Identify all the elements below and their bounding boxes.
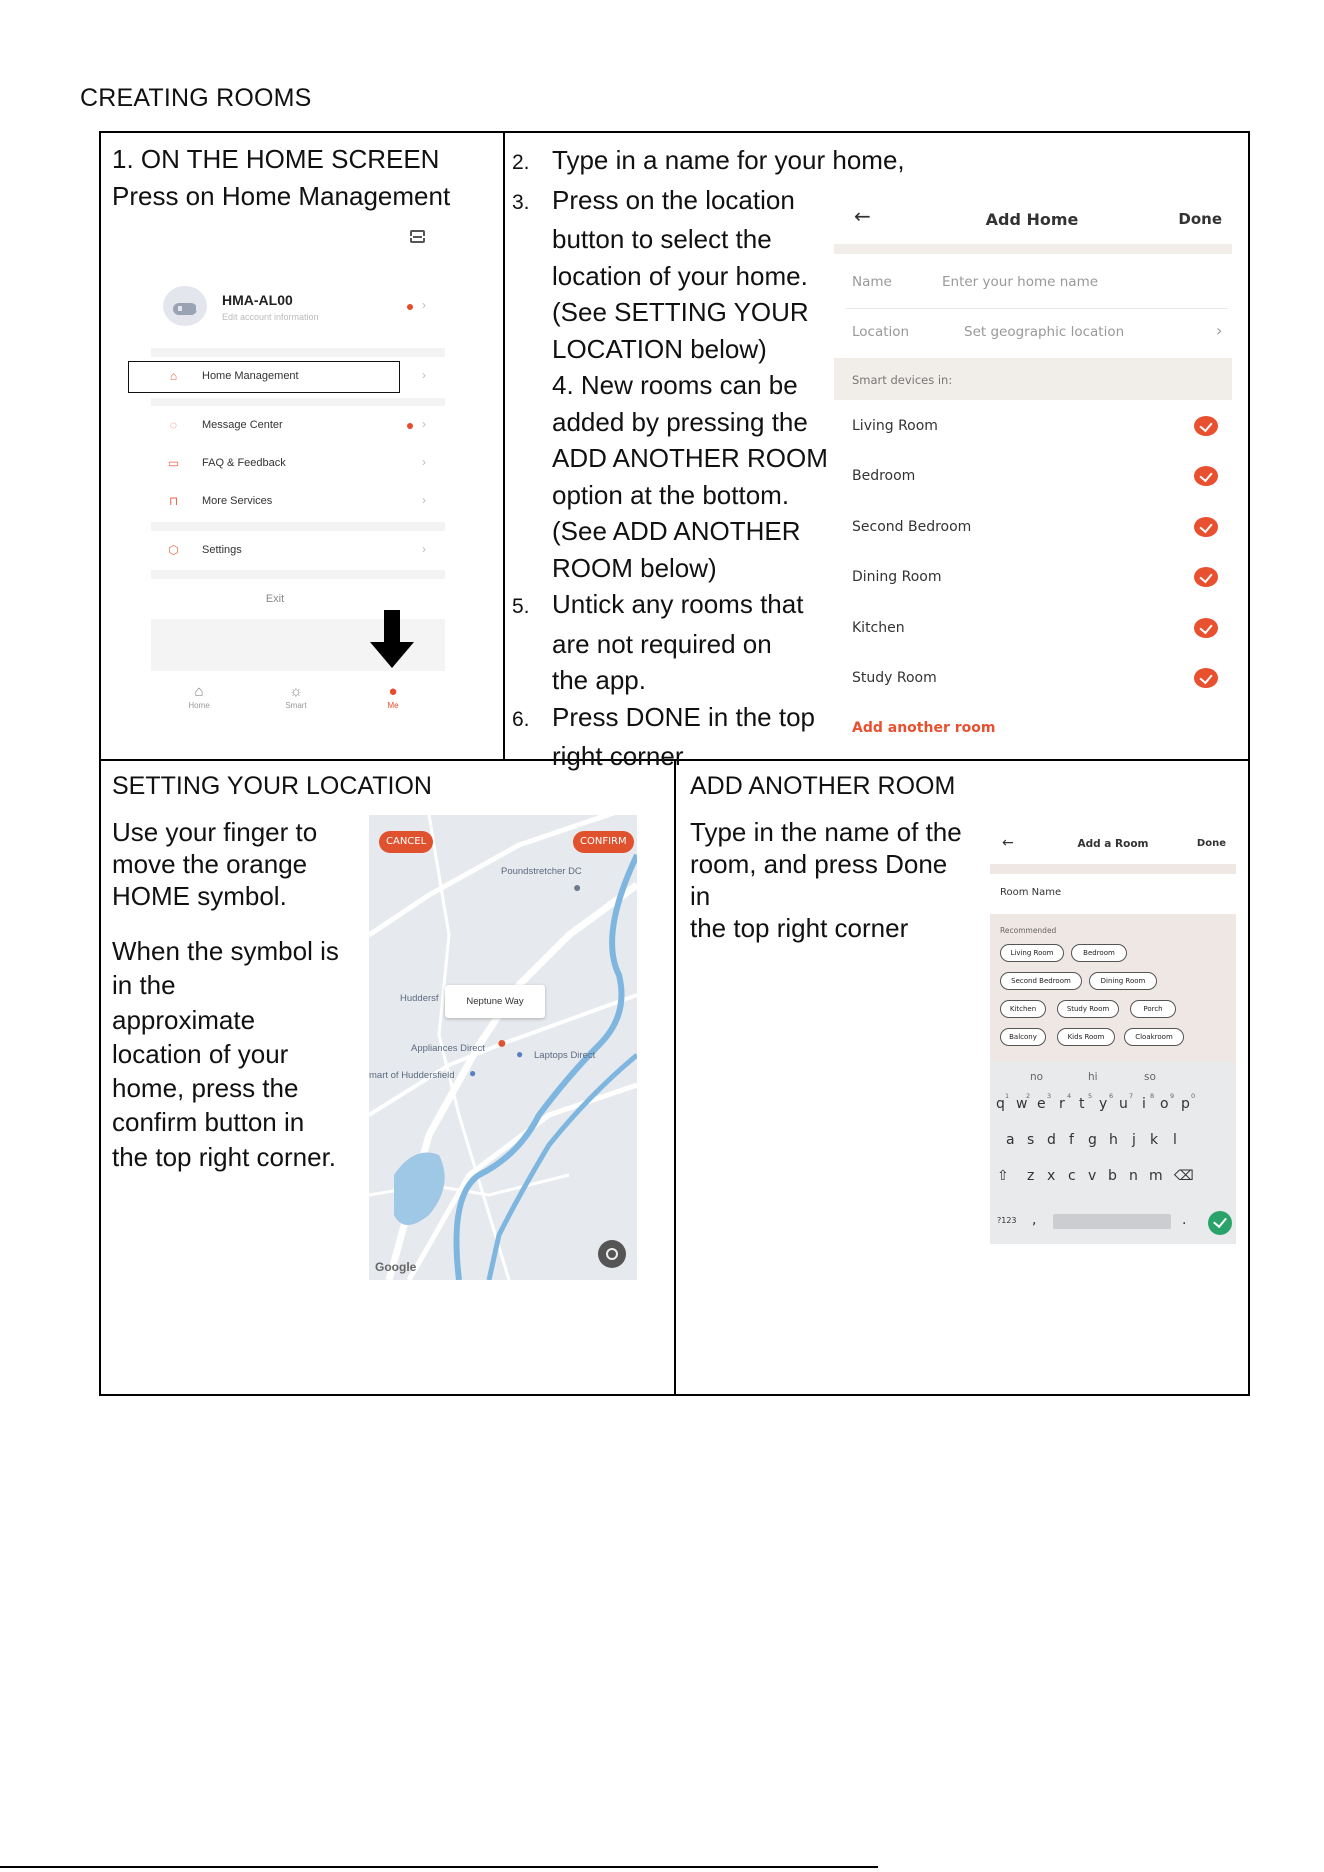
chevron-right-icon: › — [1216, 321, 1223, 340]
key-digit: 2 — [1026, 1092, 1031, 1100]
map-place-label: Huddersf — [400, 993, 439, 1004]
key[interactable]: x — [1047, 1168, 1056, 1184]
settings-icon: ⬡ — [168, 543, 179, 557]
text-line: Use your finger to — [112, 817, 318, 847]
separator-band — [990, 864, 1236, 874]
menu-item-label: FAQ & Feedback — [202, 457, 286, 469]
map-pin-icon: ● — [469, 1066, 477, 1080]
key[interactable]: n — [1129, 1168, 1138, 1184]
step-line: LOCATION below) — [552, 333, 767, 364]
step-number: 3. — [512, 190, 530, 214]
step-number: 6. — [512, 707, 530, 731]
key[interactable]: e — [1037, 1096, 1046, 1112]
menu-item-label: Settings — [202, 544, 242, 556]
room-checkbox[interactable] — [1194, 618, 1218, 638]
back-arrow-icon[interactable]: ← — [854, 204, 871, 228]
room-checkbox[interactable] — [1194, 517, 1218, 537]
screen-title: Add a Room — [1077, 838, 1149, 850]
room-chip[interactable]: Porch — [1130, 1000, 1176, 1018]
room-chip[interactable]: Balcony — [1000, 1028, 1046, 1046]
suggestion[interactable]: so — [1144, 1071, 1156, 1083]
google-logo: Google — [375, 1260, 417, 1274]
map-screenshot[interactable] — [369, 815, 637, 1280]
step-2 — [512, 142, 905, 182]
map-place-label: mart of Huddersfield — [369, 1070, 455, 1081]
room-checkbox[interactable] — [1194, 567, 1218, 587]
key[interactable]: b — [1108, 1168, 1117, 1184]
text-line: confirm button in — [112, 1107, 305, 1138]
text-line: When the symbol is — [112, 936, 339, 966]
nav-label: Me — [387, 701, 399, 710]
add-room-heading: ADD ANOTHER ROOM — [690, 772, 956, 800]
notification-dot — [407, 423, 413, 429]
room-checkbox[interactable] — [1194, 668, 1218, 688]
room-checkbox[interactable] — [1194, 466, 1218, 486]
recommended-label: Recommended — [1000, 926, 1057, 935]
chevron-right-icon: › — [422, 417, 426, 431]
key[interactable]: y — [1099, 1096, 1108, 1112]
key-digit: 1 — [1005, 1092, 1010, 1100]
add-room-para — [690, 816, 962, 944]
divider — [846, 308, 1228, 309]
chevron-right-icon: › — [422, 542, 426, 556]
key[interactable]: c — [1068, 1168, 1076, 1184]
table-divider-top — [503, 131, 505, 761]
step-line: (See ADD ANOTHER — [552, 516, 801, 546]
exit-button[interactable]: Exit — [265, 593, 285, 605]
room-chip[interactable]: Cloakroom — [1124, 1028, 1184, 1046]
key[interactable]: h — [1109, 1132, 1118, 1148]
add-home-screenshot — [832, 188, 1232, 748]
menu-item-label: More Services — [202, 495, 273, 507]
table-border-left — [99, 131, 101, 1396]
room-checkbox[interactable] — [1194, 416, 1218, 436]
key-digit: 5 — [1088, 1092, 1093, 1100]
chevron-right-icon: › — [422, 455, 426, 469]
room-label: Living Room — [852, 418, 938, 434]
step-line: (See SETTING YOUR — [552, 297, 809, 327]
step-line: ROOM below) — [552, 552, 717, 583]
sun-icon: ☼ — [289, 683, 303, 700]
cancel-button[interactable]: CANCEL — [379, 831, 433, 853]
bookmark-icon: ⊓ — [168, 494, 179, 508]
key[interactable]: i — [1142, 1096, 1146, 1112]
screen-title: Add Home — [985, 210, 1079, 229]
table-border-right — [1248, 131, 1250, 1396]
text-line: Type in the name of the — [690, 817, 962, 847]
text-line: room, and press Done — [690, 849, 948, 879]
nav-label: Home — [188, 701, 210, 710]
notification-dot — [407, 304, 413, 310]
nav-label: Smart — [285, 701, 307, 710]
separator-band — [151, 398, 445, 406]
user-name: HMA-AL00 — [222, 292, 293, 308]
home-icon: ⌂ — [194, 683, 204, 700]
key[interactable]: d — [1047, 1132, 1056, 1148]
shift-icon[interactable]: ⇧ — [997, 1168, 1009, 1184]
key[interactable]: m — [1149, 1168, 1163, 1184]
step-line: right corner — [552, 741, 684, 771]
text-line: HOME symbol. — [112, 881, 287, 911]
footer-rule — [0, 1866, 878, 1868]
room-chip[interactable]: Dining Room — [1089, 972, 1157, 990]
step-line: the app. — [552, 665, 646, 695]
key[interactable]: f — [1069, 1132, 1074, 1148]
key[interactable]: l — [1173, 1132, 1177, 1148]
location-heading: SETTING YOUR LOCATION — [112, 772, 432, 800]
home-name-input[interactable]: Enter your home name — [942, 274, 1099, 290]
menu-item-label: Message Center — [202, 419, 283, 431]
key-digit: 4 — [1067, 1092, 1072, 1100]
nav-home[interactable] — [179, 683, 219, 710]
map-pin-icon: ● — [516, 1047, 524, 1061]
message-icon: ◌ — [169, 418, 178, 432]
add-another-room-button[interactable]: Add another room — [852, 720, 996, 736]
location-button[interactable]: Set geographic location — [964, 324, 1125, 340]
table-divider-bottom — [674, 759, 676, 1396]
map-place-label: Appliances Direct — [411, 1043, 485, 1054]
step-number: 5. — [512, 595, 530, 618]
room-chip[interactable]: Kitchen — [1000, 1000, 1046, 1018]
back-arrow-icon[interactable]: ← — [1002, 835, 1014, 851]
key[interactable]: s — [1027, 1132, 1035, 1148]
symbols-key[interactable]: ?123 — [997, 1216, 1017, 1225]
step-line: ADD ANOTHER ROOM — [552, 443, 828, 473]
key[interactable]: v — [1088, 1168, 1097, 1184]
home-icon: ⌂ — [169, 369, 178, 383]
arrow-down-icon-stem — [384, 610, 400, 644]
step-line: button to select the — [552, 224, 772, 254]
key[interactable]: q — [996, 1096, 1005, 1112]
map-place-label: Laptops Direct — [534, 1050, 596, 1061]
text-line: the top right corner — [690, 913, 909, 943]
key-digit: 6 — [1109, 1092, 1114, 1100]
location-para-1 — [112, 816, 317, 912]
map-place-label: Poundstretcher DC — [501, 866, 582, 877]
text-line: in the — [112, 970, 176, 1001]
menu-item-message-center[interactable] — [148, 416, 458, 438]
chevron-right-icon: › — [422, 493, 426, 507]
key[interactable]: g — [1088, 1132, 1097, 1148]
text-line: home, press the — [112, 1073, 299, 1104]
locate-icon[interactable] — [598, 1240, 626, 1268]
enter-check-icon[interactable] — [1208, 1211, 1232, 1235]
room-chip[interactable]: Living Room — [1000, 944, 1064, 962]
room-chip[interactable]: Second Bedroom — [1000, 972, 1082, 990]
scan-icon[interactable] — [410, 230, 425, 243]
nav-smart[interactable] — [276, 683, 316, 710]
suggestion[interactable]: hi — [1088, 1071, 1098, 1083]
key[interactable]: u — [1119, 1096, 1128, 1112]
room-label: Second Bedroom — [852, 519, 972, 535]
location-label: Location — [852, 324, 910, 340]
section-label: Smart devices in: — [852, 373, 953, 387]
profile-screenshot-lower — [148, 508, 458, 728]
room-chip[interactable]: Bedroom — [1071, 944, 1127, 962]
key[interactable]: w — [1016, 1096, 1028, 1112]
room-label: Study Room — [852, 670, 937, 686]
step-line: Press on the location — [552, 184, 795, 215]
avatar[interactable] — [163, 286, 207, 326]
room-chip[interactable]: Kids Room — [1057, 1028, 1115, 1046]
step-line: Type in a name for your home, — [552, 145, 905, 175]
key[interactable]: p — [1181, 1096, 1190, 1112]
arrow-down-icon — [370, 642, 414, 668]
step-line: Press DONE in the top — [552, 701, 815, 732]
key-digit: 7 — [1129, 1092, 1134, 1100]
table-border-top — [99, 131, 1250, 133]
key-digit: 9 — [1170, 1092, 1175, 1100]
chevron-right-icon: › — [422, 298, 426, 312]
cell1-instruction: Press on Home Management — [112, 180, 451, 211]
step-line: location of your home. — [552, 260, 808, 291]
location-para-2 — [112, 934, 339, 1174]
chevron-right-icon: › — [422, 368, 426, 382]
location-callout: Neptune Way — [445, 985, 545, 1018]
key-digit: 0 — [1191, 1092, 1196, 1100]
menu-item-home-management[interactable] — [148, 367, 458, 389]
key[interactable]: z — [1027, 1168, 1035, 1184]
edit-account-link[interactable]: Edit account information — [222, 312, 319, 322]
cell1-title: 1. ON THE HOME SCREEN — [112, 144, 440, 174]
suggestion[interactable]: no — [1030, 1071, 1044, 1083]
step-number: 2. — [512, 151, 530, 174]
book-icon: ▭ — [167, 456, 180, 470]
key[interactable]: t — [1079, 1096, 1085, 1112]
text-line: the top right corner. — [112, 1141, 337, 1172]
text-line: approximate — [112, 1004, 256, 1035]
backspace-icon[interactable]: ⌫ — [1174, 1168, 1194, 1184]
step-line: added by pressing the — [552, 406, 808, 437]
nav-me[interactable] — [373, 683, 413, 710]
period-key[interactable]: . — [1182, 1212, 1187, 1228]
key[interactable]: o — [1160, 1096, 1169, 1112]
text-line: move the orange — [112, 849, 308, 879]
done-button[interactable]: Done — [1178, 210, 1222, 228]
key-digit: 8 — [1150, 1092, 1155, 1100]
map-pin-icon: ● — [573, 879, 582, 895]
key[interactable]: r — [1059, 1096, 1065, 1112]
key-digit: 3 — [1047, 1092, 1052, 1100]
key[interactable]: a — [1006, 1132, 1015, 1148]
room-chip[interactable]: Study Room — [1057, 1000, 1119, 1018]
comma-key[interactable]: , — [1032, 1212, 1037, 1228]
space-key[interactable] — [1053, 1214, 1171, 1229]
done-button[interactable]: Done — [1196, 838, 1226, 849]
confirm-button[interactable]: CONFIRM — [573, 831, 634, 853]
room-name-input[interactable]: Room Name — [1000, 887, 1062, 898]
step-line: 4. New rooms can be — [552, 370, 798, 400]
step-line: option at the bottom. — [552, 479, 790, 510]
room-label: Bedroom — [852, 468, 916, 484]
person-icon: ● — [388, 683, 398, 700]
step-line: are not required on — [552, 628, 772, 659]
separator-band — [151, 348, 445, 357]
text-line: in — [690, 881, 711, 911]
page-heading: CREATING ROOMS — [80, 84, 312, 112]
name-label: Name — [852, 274, 892, 290]
room-label: Kitchen — [852, 620, 905, 636]
menu-item-faq-feedback[interactable] — [148, 454, 458, 476]
add-room-screenshot — [990, 826, 1236, 1244]
step-line: Untick any rooms that — [552, 589, 804, 619]
menu-item-label: Home Management — [202, 370, 299, 382]
home-marker-icon[interactable]: ● — [497, 1035, 507, 1052]
cell1-text — [112, 141, 450, 214]
separator-band — [834, 244, 1232, 254]
key[interactable]: k — [1150, 1132, 1159, 1148]
text-line: location of your — [112, 1038, 289, 1069]
key[interactable]: j — [1132, 1132, 1136, 1148]
room-label: Dining Room — [852, 569, 942, 585]
